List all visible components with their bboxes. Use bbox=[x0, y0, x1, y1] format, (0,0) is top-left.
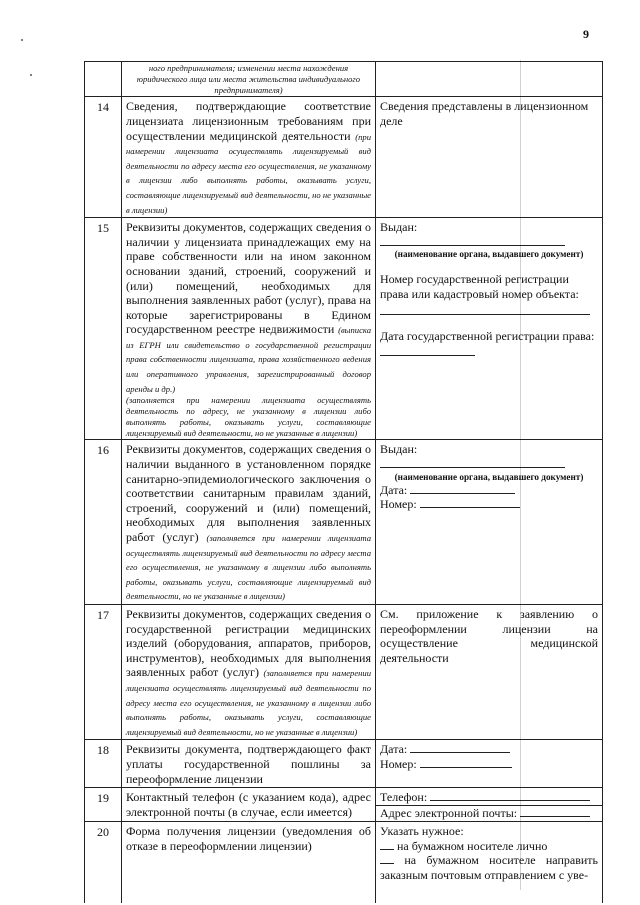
date-label: Дата: bbox=[380, 482, 408, 497]
phone-label: Телефон: bbox=[380, 790, 428, 805]
number-field[interactable] bbox=[420, 757, 512, 768]
row-description bbox=[122, 218, 376, 440]
row-value bbox=[376, 218, 603, 440]
row-number: 18 bbox=[85, 740, 122, 788]
email-field[interactable] bbox=[520, 806, 590, 817]
phone-field[interactable] bbox=[430, 790, 590, 801]
scan-speck bbox=[30, 74, 32, 76]
registration-date-field[interactable] bbox=[380, 343, 475, 356]
row-description: Контактный телефон (с указанием кода), адрес электронной почты (в случае, если имеется) bbox=[122, 788, 376, 822]
row-number: 20 bbox=[85, 822, 122, 904]
issued-field[interactable] bbox=[380, 457, 565, 468]
row-value bbox=[376, 740, 603, 788]
row-description bbox=[122, 604, 376, 739]
table-row bbox=[85, 62, 603, 97]
page-number: 9 bbox=[583, 27, 589, 41]
date-field[interactable] bbox=[410, 742, 510, 753]
row-description bbox=[122, 97, 376, 218]
application-form-table bbox=[84, 61, 603, 903]
option-label: на бумажном носителе направить заказным почтовым отправлением с уве- bbox=[380, 853, 599, 883]
registration-field[interactable] bbox=[380, 302, 590, 315]
row-value bbox=[376, 62, 603, 97]
row-value bbox=[376, 822, 603, 904]
row-description: Форма получения лицензии (уведомления об отказе в переоформлении лицензии) bbox=[122, 822, 376, 904]
option-checkbox[interactable] bbox=[380, 853, 394, 864]
issued-label: Выдан: bbox=[380, 220, 418, 235]
option-label: на бумажном носителе лично bbox=[397, 838, 548, 853]
scan-fold-line bbox=[520, 60, 521, 890]
row-value bbox=[376, 440, 603, 605]
table-row bbox=[85, 822, 603, 904]
table-row bbox=[85, 604, 603, 739]
row-description bbox=[122, 440, 376, 605]
table-row bbox=[85, 440, 603, 605]
row-number: 16 bbox=[85, 440, 122, 605]
date-field[interactable] bbox=[410, 483, 515, 494]
row-note: (заполняется при намерении лицензиата осуществлять лицензируемый вид деятельности по адресу места его осуществления, не указанному в лицензии либо выполнять работы, оказывать услуги, составляющие лицензируемый вид деятельности, но не указанные в лицензии) bbox=[126, 668, 371, 737]
row-number: 15 bbox=[85, 218, 122, 440]
registration-date-label: Дата государственной регистрации права: bbox=[380, 328, 595, 343]
row-description: Реквизиты документа, подтверждающего факт уплаты государственной пошлины за переоформление лицензии bbox=[122, 740, 376, 788]
row-note-secondary: (заполняется при намерении лицензиата осуществлять деятельность по адресу, не указанному в лицензии либо выполнять работы, оказывать услуги, составляющие лицензируемый вид деятельности, но не указанные в лицензии) bbox=[126, 395, 371, 438]
row-description bbox=[122, 62, 376, 97]
row-text: Сведения, подтверждающие соответствие лицензиата лицензионным требованиям при осуществлении медицинской деятельности bbox=[126, 99, 371, 143]
scan-speck bbox=[21, 39, 23, 41]
row-value bbox=[376, 788, 603, 822]
row-text: Реквизиты документов, содержащих сведения о государственной регистрации медицинских изделий (оборудования, аппаратов, приборов, инструментов), необходимых для выполнения заявленных работ (услуг) bbox=[126, 606, 371, 680]
row-number: 19 bbox=[85, 788, 122, 822]
issued-caption: (наименование органа, выдавшего документ) bbox=[394, 471, 584, 482]
row-text: Реквизиты документов, содержащих сведения о наличии у лицензиата принадлежащих ему на праве собственности или на ином законном основании зданий, строений, сооружений и (или) помещений, необходимых для выполнения заявленных работ (услуг), права на которые зарегистрированы в Едином государственном реестре недвижимости bbox=[126, 220, 371, 337]
issued-caption: (наименование органа, выдавшего документ) bbox=[394, 249, 584, 260]
number-field[interactable] bbox=[420, 497, 520, 508]
table-row bbox=[85, 788, 603, 822]
specify-label: Указать нужное: bbox=[380, 824, 464, 839]
row-note: (заполняется при намерении лицензиата осуществлять лицензируемый вид деятельности по адресу места его осуществления, не указанному в лицензии либо выполнять работы, оказывать услуги, составляющие лицензируемый вид деятельности, но не указанные в лицензии) bbox=[126, 533, 372, 602]
issued-field[interactable] bbox=[380, 235, 565, 246]
row-value: Сведения представлены в лицензионном деле bbox=[376, 97, 603, 218]
issued-label: Выдан: bbox=[380, 442, 418, 457]
registration-label: Номер государственной регистрации права или кадастровый номер объекта: bbox=[380, 272, 579, 301]
row-note: ного предпринимателя; изменении места нахождения юридического лица или места жительства индивидуального предпринимателя) bbox=[136, 63, 361, 95]
row-number bbox=[85, 62, 122, 97]
table-row bbox=[85, 740, 603, 788]
row-value: См. приложение к заявлению о переоформлении лицензии на осуществление медицинской деятельности bbox=[376, 604, 603, 739]
option-checkbox[interactable] bbox=[380, 839, 394, 850]
table-row bbox=[85, 97, 603, 218]
date-label: Дата: bbox=[380, 742, 408, 757]
email-label: Адрес электронной почты: bbox=[380, 805, 518, 820]
row-note: (выписка из ЕГРН или свидетельство о государственной регистрации права собственности лицензиата, права хозяйственного ведения или оперативного управления, зарегистрированный договор аренды и др.) bbox=[126, 325, 372, 394]
row-note: (при намерении лицензиата осуществлять лицензируемый вид деятельности по адресу места его осуществления, не указанному в лицензии либо выполнять работы, оказывать услуги, составляющие лицензируемый вид деятельности, но не указанные в лицензии) bbox=[126, 131, 371, 215]
row-number: 14 bbox=[85, 97, 122, 218]
number-label: Номер: bbox=[380, 756, 417, 771]
row-number: 17 bbox=[85, 604, 122, 739]
row-text: Реквизиты документов, содержащих сведения о наличии выданного в установленном порядке санитарно-эпидемиологического заключения о соответствии санитарным правилам зданий, строений, сооружений и (или) помещений, необходимых для выполнения заявленных работ (услуг) bbox=[126, 442, 371, 545]
number-label: Номер: bbox=[380, 497, 417, 512]
table-row bbox=[85, 218, 603, 440]
